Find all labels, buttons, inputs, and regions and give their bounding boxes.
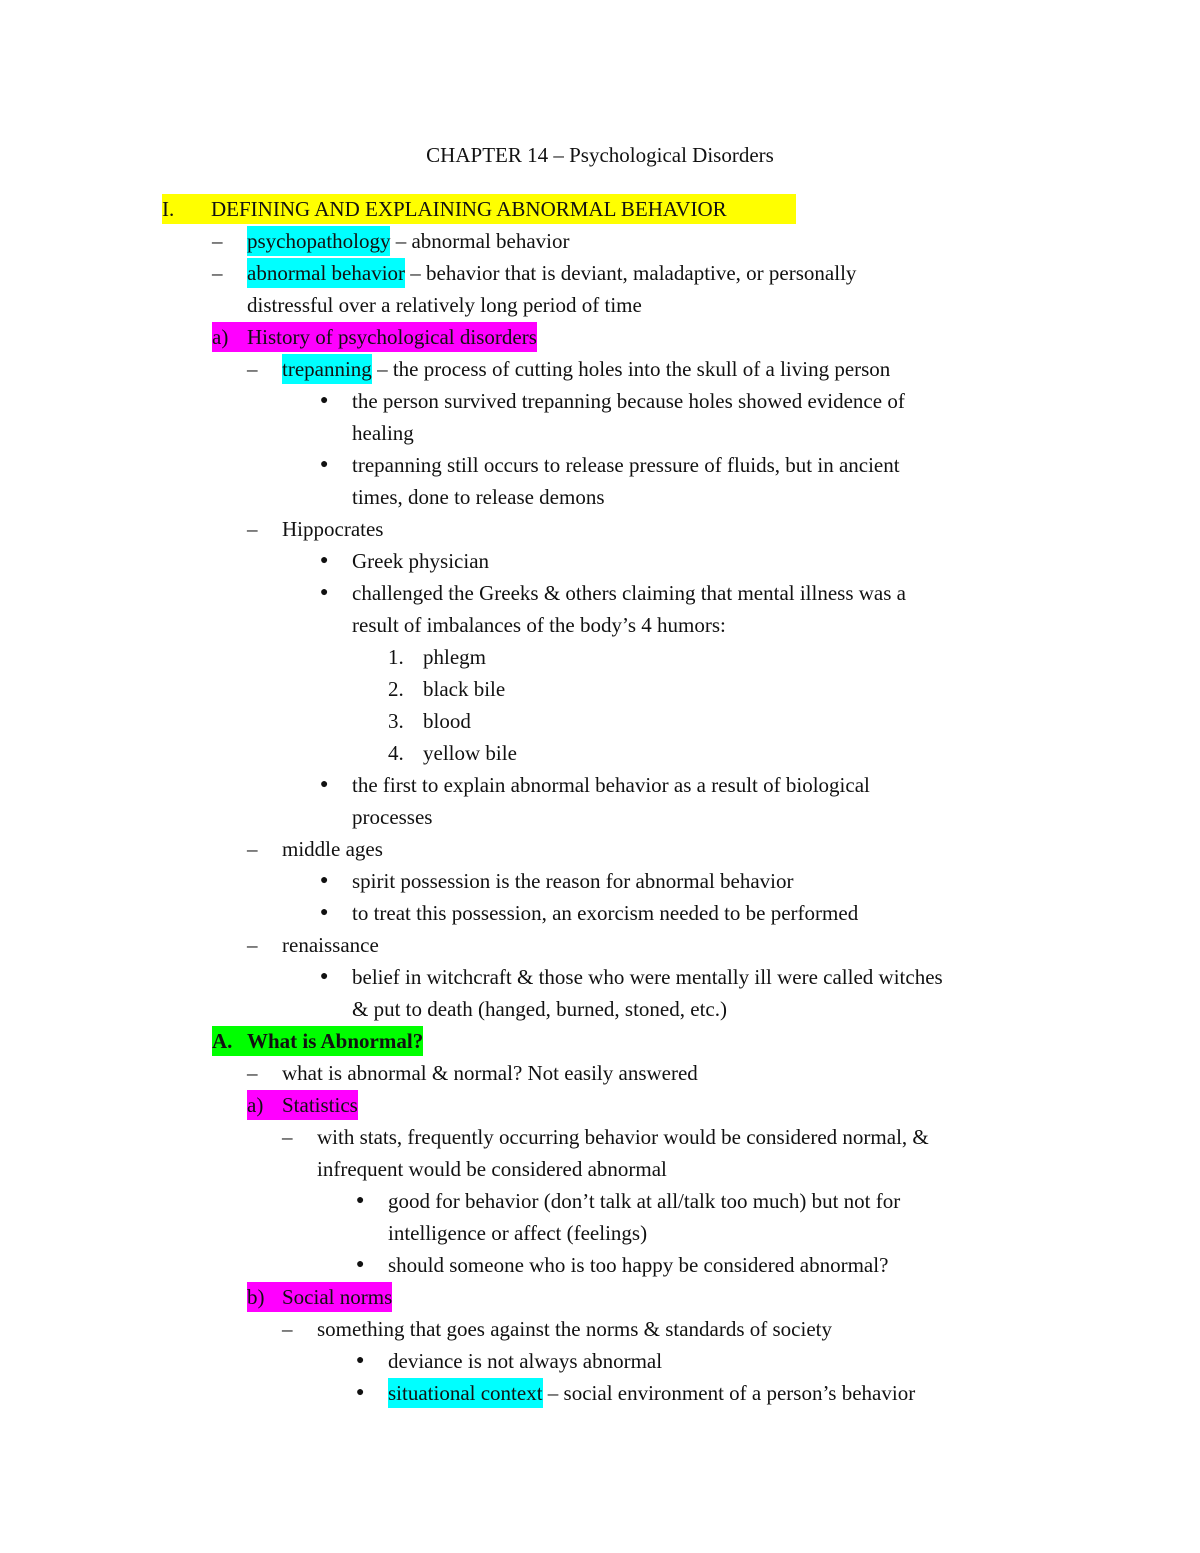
list-item [0, 834, 1200, 866]
text: Greek physician [352, 549, 490, 573]
text: distressful over a relatively long period of time [247, 293, 642, 317]
bullet-icon: ● [320, 457, 329, 472]
number-marker: 1. [388, 645, 404, 669]
heading-highlight [162, 194, 796, 224]
term-highlight: psychopathology [247, 226, 390, 256]
text: something that goes against the norms & standards of society [317, 1317, 832, 1341]
list-item-continuation [0, 290, 1200, 322]
bullet-item [0, 898, 1200, 930]
list-item [0, 258, 1200, 290]
text: trepanning still occurs to release pressure of fluids, but in ancient [352, 453, 900, 477]
heading-highlight [247, 1090, 358, 1120]
text: what is abnormal & normal? Not easily answered [282, 1061, 698, 1085]
text: times, done to release demons [352, 485, 605, 509]
bullet-continuation [0, 418, 1200, 450]
text: renaissance [282, 933, 379, 957]
dash-marker: – [247, 1061, 258, 1085]
bullet-item [0, 546, 1200, 578]
text: result of imbalances of the body’s 4 humors: [352, 613, 726, 637]
text: intelligence or affect (feelings) [388, 1221, 648, 1245]
bullet-item [0, 1346, 1200, 1378]
dash-marker: – [282, 1317, 293, 1341]
bullet-item [0, 1378, 1200, 1410]
text: infrequent would be considered abnormal [317, 1157, 667, 1181]
bullet-item [0, 962, 1200, 994]
definition: – abnormal behavior [390, 229, 570, 253]
numbered-item [0, 674, 1200, 706]
numbered-item [0, 738, 1200, 770]
bullet-icon: ● [320, 969, 329, 984]
subheading-statistics [0, 1090, 1200, 1122]
heading-highlight [212, 322, 537, 352]
list-item [0, 514, 1200, 546]
bullet-continuation [0, 482, 1200, 514]
text: good for behavior (don’t talk at all/talk too much) but not for [388, 1189, 901, 1213]
bullet-item [0, 770, 1200, 802]
outline-marker: a) [247, 1093, 264, 1117]
bullet-item [0, 1250, 1200, 1282]
heading-highlight [212, 1026, 423, 1056]
text: blood [423, 709, 471, 733]
text: middle ages [282, 837, 383, 861]
text: the first to explain abnormal behavior as a result of biological [352, 773, 870, 797]
bullet-icon: ● [356, 1385, 365, 1400]
number-marker: 2. [388, 677, 404, 701]
bullet-icon: ● [320, 873, 329, 888]
bullet-continuation [0, 994, 1200, 1026]
text: phlegm [423, 645, 486, 669]
definition: – the process of cutting holes into the skull of a living person [371, 357, 891, 381]
bullet-icon: ● [356, 1193, 365, 1208]
numbered-item [0, 706, 1200, 738]
bullet-icon: ● [356, 1257, 365, 1272]
outline-marker: b) [247, 1285, 265, 1309]
subheading-history [0, 322, 1200, 354]
dash-marker: – [247, 357, 258, 381]
text: spirit possession is the reason for abnormal behavior [352, 869, 794, 893]
heading-text: What is Abnormal? [247, 1029, 424, 1053]
outline-marker: a) [212, 325, 229, 349]
subheading-social-norms [0, 1282, 1200, 1314]
outline-marker: I. [162, 197, 175, 221]
dash-marker: – [282, 1125, 293, 1149]
dash-marker: – [247, 517, 258, 541]
bullet-icon: ● [356, 1353, 365, 1368]
list-item [0, 1122, 1200, 1154]
term-highlight: trepanning [282, 354, 372, 384]
definition: – behavior that is deviant, maladaptive, or personally [405, 261, 857, 285]
number-marker: 4. [388, 741, 404, 765]
numbered-item [0, 642, 1200, 674]
bullet-continuation [0, 802, 1200, 834]
bullet-icon: ● [320, 777, 329, 792]
outline-marker: A. [212, 1029, 233, 1053]
text: belief in witchcraft & those who were mentally ill were called witches [352, 965, 943, 989]
heading-text: Statistics [282, 1093, 358, 1117]
bullet-item [0, 1186, 1200, 1218]
dash-marker: – [212, 261, 223, 285]
text: processes [352, 805, 433, 829]
text: with stats, frequently occurring behavior would be considered normal, & [317, 1125, 929, 1149]
number-marker: 3. [388, 709, 404, 733]
text: Hippocrates [282, 517, 384, 541]
bullet-item [0, 866, 1200, 898]
section-heading-i [0, 194, 1200, 226]
list-item [0, 930, 1200, 962]
heading-text: DEFINING AND EXPLAINING ABNORMAL BEHAVIOR [211, 197, 727, 221]
bullet-item [0, 386, 1200, 418]
bullet-icon: ● [320, 393, 329, 408]
bullet-item [0, 578, 1200, 610]
text: challenged the Greeks & others claiming that mental illness was a [352, 581, 906, 605]
text: yellow bile [423, 741, 517, 765]
heading-highlight [247, 1282, 392, 1312]
bullet-icon: ● [320, 905, 329, 920]
dash-marker: – [212, 229, 223, 253]
bullet-icon: ● [320, 553, 329, 568]
list-item [0, 226, 1200, 258]
list-item [0, 1314, 1200, 1346]
text: to treat this possession, an exorcism needed to be performed [352, 901, 859, 925]
bullet-continuation [0, 1218, 1200, 1250]
dash-marker: – [247, 933, 258, 957]
document-body [0, 194, 1200, 1410]
heading-text: History of psychological disorders [247, 325, 537, 349]
list-item-continuation [0, 1154, 1200, 1186]
list-item [0, 1058, 1200, 1090]
page-title: CHAPTER 14 – Psychological Disorders [426, 143, 774, 167]
bullet-continuation [0, 610, 1200, 642]
definition: – social environment of a person’s behavior [542, 1381, 916, 1405]
dash-marker: – [247, 837, 258, 861]
bullet-icon: ● [320, 585, 329, 600]
text: deviance is not always abnormal [388, 1349, 663, 1373]
text: healing [352, 421, 414, 445]
term-highlight: situational context [388, 1378, 543, 1408]
bullet-item [0, 450, 1200, 482]
section-heading-a [0, 1026, 1200, 1058]
heading-text: Social norms [282, 1285, 393, 1309]
text: should someone who is too happy be considered abnormal? [388, 1253, 889, 1277]
text: & put to death (hanged, burned, stoned, etc.) [352, 997, 727, 1021]
term-highlight: abnormal behavior [247, 258, 405, 288]
text: black bile [423, 677, 506, 701]
text: the person survived trepanning because holes showed evidence of [352, 389, 905, 413]
list-item [0, 354, 1200, 386]
